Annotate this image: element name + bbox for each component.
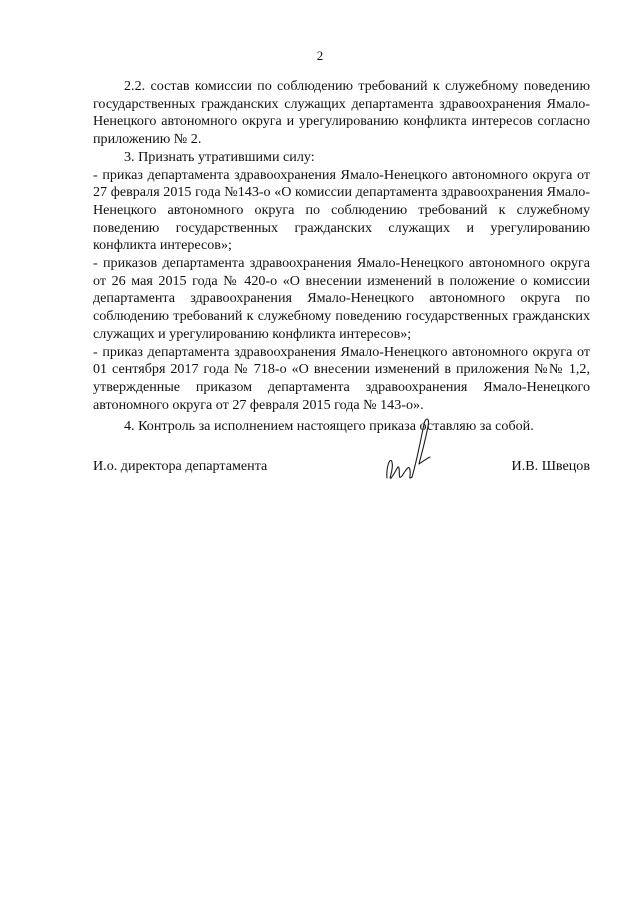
signatory-role: И.о. директора департамента bbox=[93, 458, 268, 474]
signatory-name: И.В. Швецов bbox=[511, 458, 590, 474]
revoked-order-420: - приказов департамента здравоохранения Ямало-Ненецкого автономного округа от 26 мая 2015 года № 420-о «О внесении изменений в положение о комиссии департамента здравоохранения Ямало-Ненецкого автономного округа по соблюдению требований к служебному поведению государственных гражданских служащих и урегулированию конфликта интересов»; bbox=[93, 255, 590, 342]
document-body bbox=[93, 78, 590, 436]
paragraph-3-revocation-heading: 3. Признать утратившими силу: bbox=[124, 148, 315, 165]
revoked-order-143: - приказ департамента здравоохранения Ямало-Ненецкого автономного округа от 27 февраля 2015 года №143-о «О комиссии департамента здравоохранения Ямало-Ненецкого автономного округа по соблюдению требований к служебному поведению государственных гражданских служащих и урегулированию конфликта интересов»; bbox=[93, 166, 590, 254]
page-number: 2 bbox=[316, 48, 324, 63]
signature-block bbox=[93, 458, 590, 488]
revoked-order-718: - приказ департамента здравоохранения Ямало-Ненецкого автономного округа от 01 сентября 2017 года № 718-о «О внесении изменений в приложения №№ 1,2, утвержденные приказом департамента здравоохранения Ямало-Ненецкого автономного округа от 27 февраля 2015 года № 143-о». bbox=[93, 343, 590, 413]
paragraph-2-2-commission-composition: 2.2. состав комиссии по соблюдению требований к служебному поведению государственных гражданских служащих департамента здравоохранения Ямало-Ненецкого автономного округа и урегулированию конфликта интересов согласно приложению № 2. bbox=[93, 78, 590, 148]
paragraph-4-control: 4. Контроль за исполнением настоящего приказа оставляю за собой. bbox=[124, 418, 534, 435]
